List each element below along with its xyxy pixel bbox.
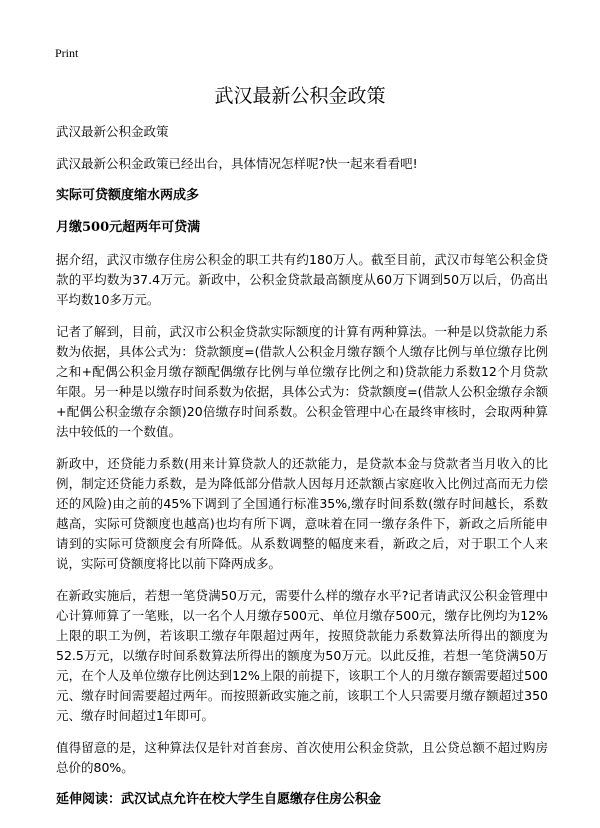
paragraph-3: 新政中，还贷能力系数(用来计算贷款人的还款能力，是贷款本金与贷款者当月收入的比例，制定还贷能力系数，是为降低部分借款人因每月还款额占家庭收入比例过高而无力偿还的风险)由之前的45%下调到了全国通行标准35%,缴存时间系数(缴存时间越长，系数越高，实际可贷额度也越高)也均有所下调，意味着在同一缴存条件下，新政之后所能申请到的实际可贷额度会有所降低。从系数调整的幅度来看，新政之后，对于职工个人来说，实际可贷额度将比以前下降两成多。 — [56, 456, 548, 571]
paragraph-4: 在新政实施后，若想一笔贷满50万元，需要什么样的缴存水平?记者请武汉公积金管理中心计算师算了一笔账，以一名个人月缴存500元、单位月缴存500元，缴存比例均为12%上限的职工为例，若该职工缴存年限超过两年，按照贷款能力系数算法所得出的额度为52.5万元，以缴存时间系数算法所得出的额度为50万元。以此反推，若想一笔贷满50万元，在个人及单位缴存比例达到12%上限的前提下，该职工个人的月缴存额需要超过500元、缴存时间需要超过两年。而按照新政实施之前，该职工个人只需要月缴存额超过350元、缴存时间超过1年即可。 — [56, 588, 548, 723]
section-heading-2: 月缴500元超两年可贷满 — [56, 220, 201, 235]
article-body — [56, 122, 548, 822]
article-subtitle: 武汉最新公积金政策 — [56, 124, 169, 139]
extended-reading-link[interactable]: 延伸阅读：武汉试点允许在校大学生自愿缴存住房公积金 — [56, 792, 382, 807]
paragraph-5: 值得留意的是，这种算法仅是针对首套房、首次使用公积金贷款，且公贷总额不超过购房总价的80%。 — [56, 740, 548, 775]
paragraph-2: 记者了解到，目前，武汉市公积金贷款实际额度的计算有两种算法。一种是以贷款能力系数为依据，具体公式为：贷款额度=(借款人公积金月缴存额个人缴存比例与单位缴存比例之和+配偶公积金月缴存额配偶缴存比例与单位缴存比例之和)贷款能力系数12个月贷款年限。另一种是以缴存时间系数为依据，具体公式为：贷款额度=(借款人公积金缴存余额+配偶公积金缴存余额)20倍缴存时间系数。公积金管理中心在最终审核时，会取两种算法中较低的一个数值。 — [56, 324, 548, 439]
paragraph-1: 据介绍，武汉市缴存住房公积金的职工共有约180万人。截至目前，武汉市每笔公积金贷款的平均数为37.4万元。新政中，公积金贷款最高额度从60万下调到50万以后，仍高出平均数10多万元。 — [56, 252, 548, 307]
page-title: 武汉最新公积金政策 — [214, 85, 386, 107]
print-label: Print — [55, 46, 79, 60]
section-heading-1: 实际可贷额度缩水两成多 — [56, 188, 200, 203]
article-intro: 武汉最新公积金政策已经出台，具体情况怎样呢?快一起来看看吧! — [56, 156, 418, 171]
